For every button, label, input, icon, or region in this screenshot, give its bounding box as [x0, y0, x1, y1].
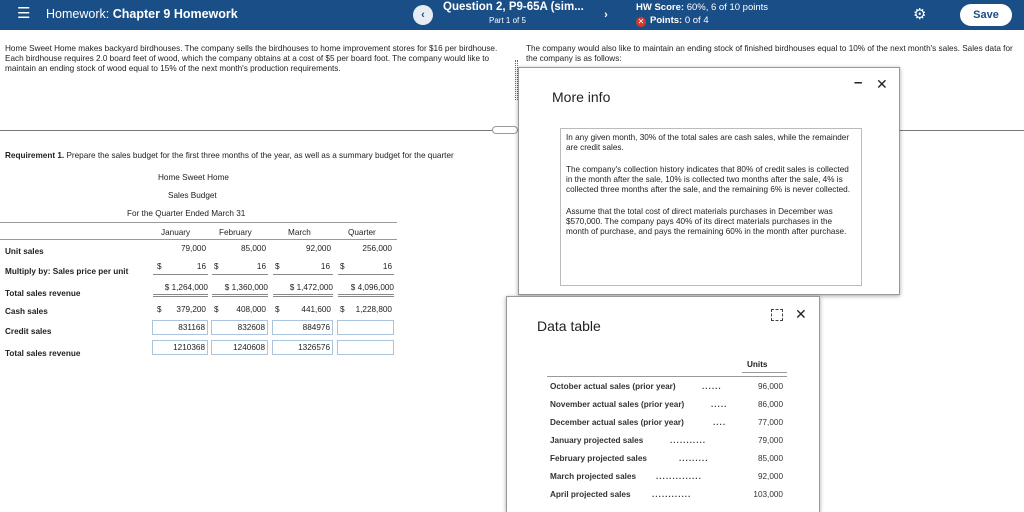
leader-dots: .....	[711, 400, 728, 409]
points	[636, 15, 709, 27]
row-label: March projected sales	[550, 472, 637, 481]
row-label-price: Multiply by: Sales price per unit	[5, 267, 129, 276]
leader-dots: .........	[679, 454, 709, 463]
row-label: November actual sales (prior year)	[550, 400, 685, 409]
top-bar	[0, 0, 1024, 30]
table-row	[547, 436, 787, 454]
double-underline	[153, 296, 208, 297]
row-label-cash-sales: Cash sales	[5, 307, 48, 316]
next-question-button[interactable]: ›	[604, 9, 608, 21]
table-rule	[547, 376, 787, 377]
row-value: 103,000	[753, 490, 783, 499]
row-label: October actual sales (prior year)	[550, 382, 676, 391]
minimize-icon[interactable]: –	[854, 74, 863, 91]
table-top-rule	[0, 222, 397, 223]
price-mar: 16	[320, 262, 330, 271]
menu-icon[interactable]: ☰	[17, 5, 31, 22]
problem-text-left: Home Sweet Home makes backyard birdhouses. The company sells the birdhouses to home improvement stores for $16 per birdhouse. Each birdhouse requires 2.0 board feet of wood, which the company obtains at a cost of $5 per board foot. The company would like to maintain an ending stock of wood equal to 15% of the next month's production requirements.	[5, 44, 498, 73]
homework-name: Chapter 9 Homework	[112, 7, 238, 21]
requirement-body: Prepare the sales budget for the first three months of the year, as well as a summary budget for the quarter	[66, 151, 454, 160]
price-feb: 16	[256, 262, 266, 271]
units-rule	[742, 372, 787, 373]
hw-score-value: 60%, 6 of 10 points	[686, 2, 769, 13]
currency-cash-mar: $	[275, 305, 280, 314]
table-row	[547, 382, 787, 400]
close-icon[interactable]: ✕	[876, 76, 888, 92]
more-info-dialog	[518, 67, 900, 295]
info-paragraph-cash-sales: In any given month, 30% of the total sales are cash sales, while the remainder are credit sales.	[566, 133, 850, 152]
total-revenue2-feb-input[interactable]: 1240608	[211, 340, 268, 355]
leader-dots: ..............	[656, 472, 702, 481]
total-revenue-qtr: $ 4,096,000	[350, 283, 394, 292]
currency-mar: $	[275, 262, 280, 271]
double-underline	[338, 296, 394, 297]
double-underline	[153, 294, 208, 295]
total-revenue2-mar-input[interactable]: 1326576	[272, 340, 333, 355]
data-table-title: Data table	[537, 318, 601, 334]
credit-sales-qtr-input[interactable]	[337, 320, 394, 335]
leader-dots: ......	[702, 382, 722, 391]
budget-period: For the Quarter Ended March 31	[127, 209, 246, 218]
cash-sales-jan: 379,200	[176, 305, 206, 314]
settings-gear-icon[interactable]: ⚙	[913, 6, 927, 23]
currency-qtr: $	[340, 262, 345, 271]
cash-sales-qtr: 1,228,800	[355, 305, 392, 314]
leader-dots: ............	[652, 490, 692, 499]
row-label-credit-sales: Credit sales	[5, 327, 52, 336]
row-value: 77,000	[757, 418, 783, 427]
currency-cash-feb: $	[214, 305, 219, 314]
row-value: 92,000	[757, 472, 783, 481]
row-value: 96,000	[757, 382, 783, 391]
row-label: December actual sales (prior year)	[550, 418, 684, 427]
currency-cash-jan: $	[157, 305, 162, 314]
header-rule	[0, 239, 397, 240]
points-label: Points:	[650, 15, 683, 26]
underline	[338, 274, 394, 275]
row-label: February projected sales	[550, 454, 647, 463]
leader-dots: ...........	[670, 436, 707, 445]
double-underline	[338, 294, 394, 295]
row-label-total-revenue-2: Total sales revenue	[5, 349, 81, 358]
row-value: 79,000	[757, 436, 783, 445]
row-value: 86,000	[757, 400, 783, 409]
col-header-february: February	[219, 228, 252, 237]
total-revenue2-qtr-input[interactable]	[337, 340, 394, 355]
points-value: 0 of 4	[684, 15, 709, 26]
problem-text-right: The company would also like to maintain an ending stock of finished birdhouses equal to 10% of the next month's sales. Sales data for the company is as follows:	[526, 44, 1013, 63]
currency-jan: $	[157, 262, 162, 271]
credit-sales-mar-input[interactable]: 884976	[272, 320, 333, 335]
table-row	[547, 490, 787, 508]
underline	[273, 274, 333, 275]
more-info-content	[560, 128, 862, 286]
table-row	[547, 472, 787, 490]
credit-sales-jan-input[interactable]: 831168	[152, 320, 208, 335]
currency-cash-qtr: $	[340, 305, 345, 314]
double-underline	[212, 296, 268, 297]
total-revenue2-jan-input[interactable]: 1210368	[152, 340, 208, 355]
unit-sales-qtr: 256,000	[362, 244, 392, 253]
cash-sales-feb: 408,000	[236, 305, 266, 314]
col-header-march: March	[288, 228, 311, 237]
underline	[153, 274, 208, 275]
col-header-january: January	[161, 228, 191, 237]
expand-icon[interactable]	[771, 309, 783, 321]
currency-feb: $	[214, 262, 219, 271]
row-label-unit-sales: Unit sales	[5, 247, 44, 256]
more-info-title: More info	[552, 89, 611, 105]
budget-title: Sales Budget	[168, 191, 217, 200]
question-title[interactable]: Question 2, P9-65A (sim...	[443, 1, 584, 13]
underline	[212, 274, 268, 275]
row-label: April projected sales	[550, 490, 631, 499]
requirement-text	[5, 151, 454, 160]
col-header-quarter: Quarter	[348, 228, 376, 237]
incorrect-icon: ✕	[637, 17, 645, 26]
previous-question-button[interactable]: ‹	[413, 5, 433, 25]
row-value: 85,000	[757, 454, 783, 463]
credit-sales-feb-input[interactable]: 832608	[211, 320, 268, 335]
save-button[interactable]: Save	[960, 4, 1012, 26]
price-jan: 16	[196, 262, 206, 271]
double-underline	[273, 296, 333, 297]
requirement-label: Requirement 1.	[5, 151, 65, 160]
close-icon[interactable]: ✕	[795, 306, 807, 322]
question-part: Part 1 of 5	[489, 16, 526, 25]
row-label-total-revenue: Total sales revenue	[5, 289, 81, 298]
unit-sales-feb: 85,000	[240, 244, 266, 253]
unit-sales-mar: 92,000	[305, 244, 331, 253]
info-paragraph-collections: The company's collection history indicates that 80% of credit sales is collected in the month after the sale, 10% is collected two months after the sale, 4% is collected three months after the sale, and the remaining 6% is never collected.	[566, 165, 850, 194]
hw-score-label: HW Score:	[636, 2, 685, 13]
units-header: Units	[747, 360, 768, 369]
data-table-dialog	[506, 296, 820, 512]
unit-sales-jan: 79,000	[180, 244, 206, 253]
budget-company-name: Home Sweet Home	[158, 173, 229, 182]
price-qtr: 16	[382, 262, 392, 271]
homework-prefix: Homework:	[46, 7, 110, 21]
double-underline	[212, 294, 268, 295]
divider-drag-handle[interactable]	[492, 126, 518, 134]
table-row	[547, 418, 787, 436]
hw-score	[636, 2, 768, 13]
info-paragraph-purchases: Assume that the total cost of direct materials purchases in December was $570,000. The company pays 40% of its direct materials purchases in the month of purchase, and pays the remaining 60% in the month after purchase.	[566, 207, 847, 236]
total-revenue-jan: $ 1,264,000	[164, 283, 208, 292]
double-underline	[273, 294, 333, 295]
leader-dots: ....	[713, 418, 727, 427]
table-row	[547, 400, 787, 418]
total-revenue-feb: $ 1,360,000	[224, 283, 268, 292]
cash-sales-mar: 441,600	[301, 305, 331, 314]
table-row	[547, 454, 787, 472]
total-revenue-mar: $ 1,472,000	[289, 283, 333, 292]
homework-title	[46, 7, 238, 21]
row-label: January projected sales	[550, 436, 644, 445]
